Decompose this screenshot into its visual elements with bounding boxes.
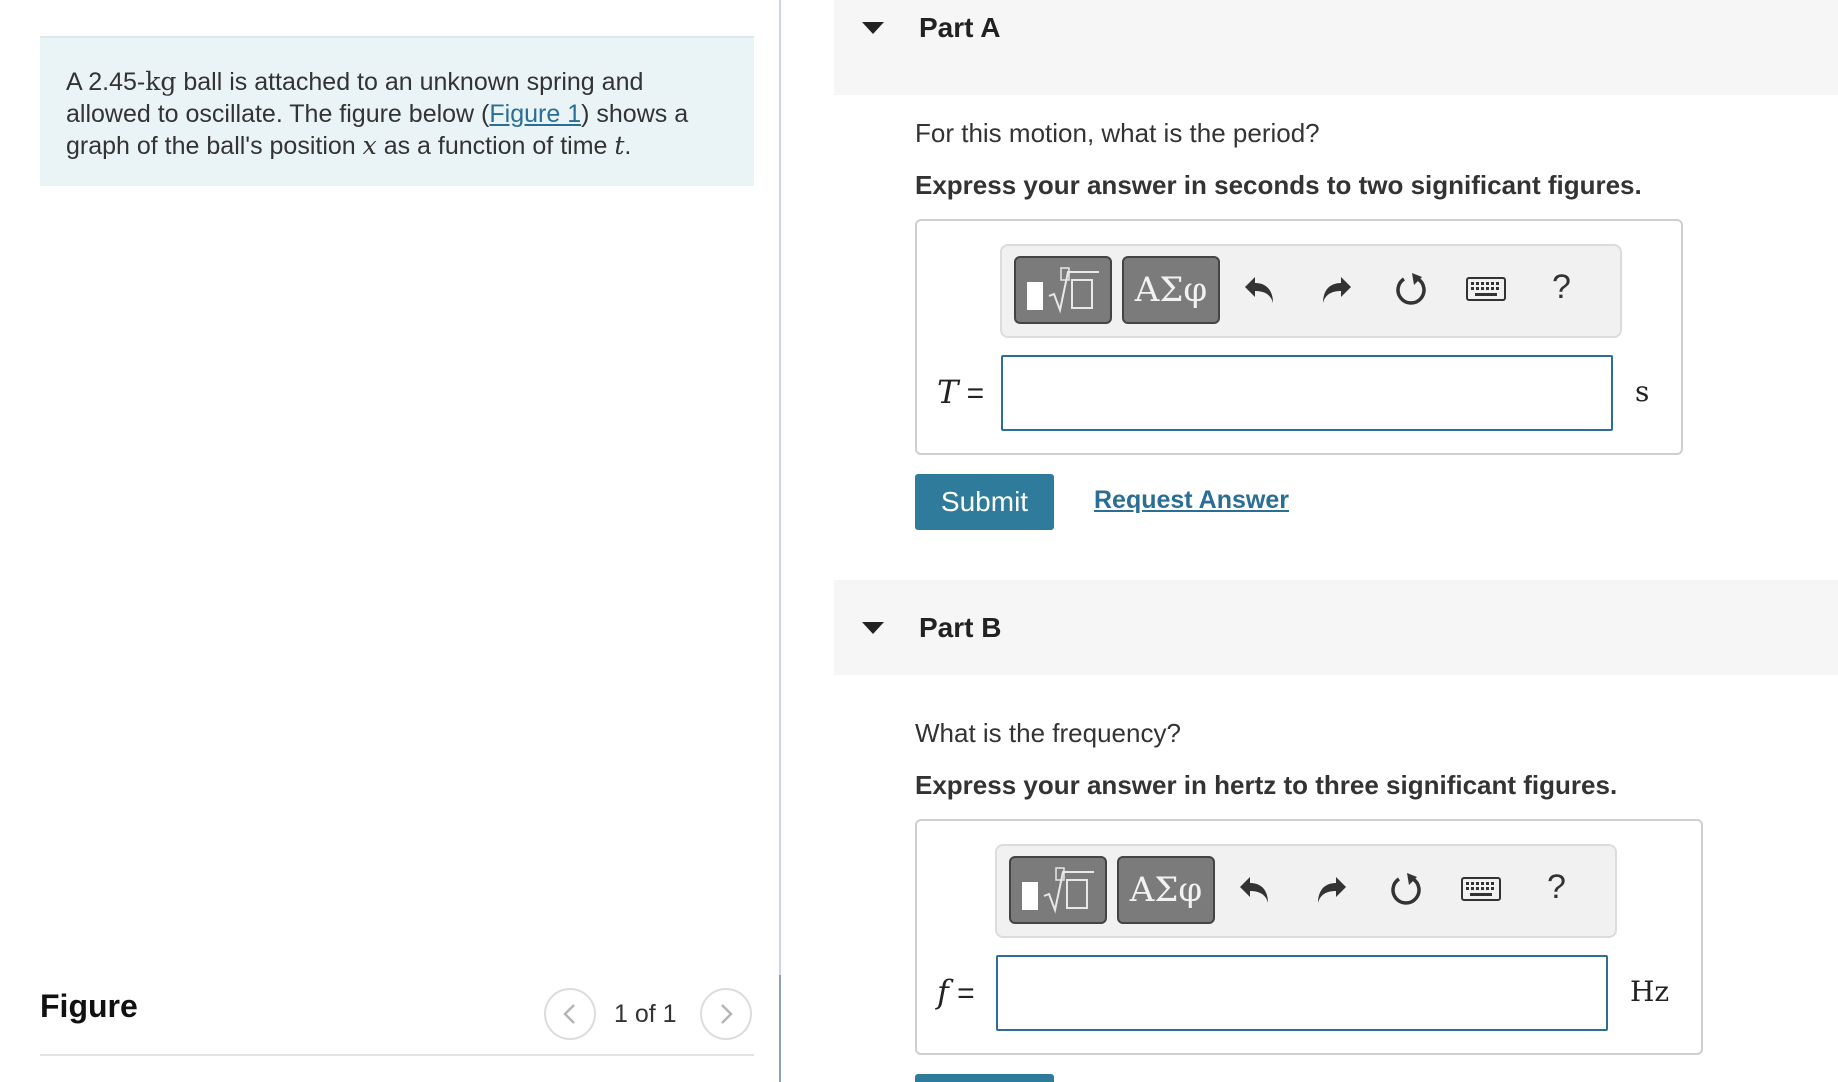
reset-button[interactable] bbox=[1391, 270, 1431, 310]
chevron-right-icon bbox=[716, 1002, 736, 1026]
greek-symbols-button[interactable] bbox=[1117, 856, 1215, 924]
caret-down-icon[interactable] bbox=[862, 22, 884, 34]
redo-icon bbox=[1314, 875, 1348, 905]
help-button[interactable]: ? bbox=[1552, 268, 1571, 306]
frequency-unit: Hz bbox=[1630, 975, 1670, 1008]
part-a-header[interactable] bbox=[834, 0, 1838, 95]
part-a-title: Part A bbox=[919, 12, 1001, 43]
templates-sqrt-icon bbox=[1023, 264, 1103, 316]
reset-icon bbox=[1387, 871, 1425, 909]
part-a-instruction: Express your answer in seconds to two significant figures. bbox=[915, 170, 1642, 200]
figure-link[interactable]: Figure 1 bbox=[489, 100, 582, 128]
equals-sign: = bbox=[948, 977, 975, 1010]
frequency-answer-input[interactable] bbox=[996, 955, 1608, 1031]
redo-icon bbox=[1319, 275, 1353, 305]
problem-text-prefix: A 2.45- bbox=[66, 68, 146, 96]
keyboard-button[interactable] bbox=[1464, 270, 1508, 310]
undo-icon bbox=[1243, 275, 1277, 305]
variable-t: t bbox=[614, 131, 625, 160]
part-b-answer-box bbox=[915, 819, 1703, 1055]
submit-button[interactable]: Submit bbox=[915, 474, 1054, 530]
part-b-submit-button[interactable] bbox=[915, 1074, 1054, 1082]
request-answer-link[interactable]: Request Answer bbox=[1094, 486, 1289, 514]
keyboard-icon bbox=[1461, 877, 1501, 903]
templates-sqrt-icon bbox=[1018, 864, 1098, 916]
greek-symbols-label: ΑΣφ bbox=[1134, 270, 1208, 310]
mass-unit: kg bbox=[145, 67, 177, 96]
part-a-variable-label bbox=[937, 373, 984, 411]
figure-pager-text: 1 of 1 bbox=[614, 1000, 677, 1028]
keyboard-button[interactable] bbox=[1459, 870, 1503, 910]
undo-button[interactable] bbox=[1235, 870, 1275, 910]
keyboard-icon bbox=[1466, 277, 1506, 303]
panel-divider-handle[interactable] bbox=[779, 975, 781, 1082]
part-a-question: For this motion, what is the period? bbox=[915, 118, 1320, 148]
problem-text-mid: as a function of time bbox=[376, 132, 615, 160]
greek-symbols-label: ΑΣφ bbox=[1129, 870, 1203, 910]
templates-button[interactable] bbox=[1009, 856, 1107, 924]
part-b-variable-label bbox=[937, 973, 975, 1011]
figure-heading: Figure bbox=[40, 988, 138, 1024]
part-b-title: Part B bbox=[919, 612, 1002, 643]
next-figure-button[interactable] bbox=[700, 988, 752, 1040]
problem-text-end: . bbox=[624, 132, 632, 160]
part-a-answer-box bbox=[915, 219, 1683, 455]
variable-x: x bbox=[362, 131, 377, 160]
period-unit: s bbox=[1635, 375, 1650, 408]
help-button[interactable]: ? bbox=[1547, 868, 1566, 906]
left-panel bbox=[0, 0, 780, 1082]
equals-sign: = bbox=[958, 377, 985, 410]
part-b-instruction: Express your answer in hertz to three significant figures. bbox=[915, 770, 1618, 800]
problem-statement bbox=[40, 36, 754, 186]
previous-figure-button[interactable] bbox=[544, 988, 596, 1040]
period-variable: T bbox=[937, 373, 959, 411]
undo-button[interactable] bbox=[1240, 270, 1280, 310]
redo-button[interactable] bbox=[1316, 270, 1356, 310]
figure-divider bbox=[40, 1054, 754, 1056]
problem-text-after-unit: ball is attached to an unknown spring and allowed to oscillate. The figure below ( bbox=[66, 68, 644, 128]
frequency-variable: f bbox=[937, 973, 949, 1011]
part-b-header[interactable] bbox=[834, 580, 1838, 675]
panel-divider[interactable] bbox=[779, 0, 781, 1082]
reset-icon bbox=[1392, 271, 1430, 309]
reset-button[interactable] bbox=[1386, 870, 1426, 910]
part-b-math-toolbar bbox=[995, 844, 1617, 938]
undo-icon bbox=[1238, 875, 1272, 905]
period-answer-input[interactable] bbox=[1001, 355, 1613, 431]
templates-button[interactable] bbox=[1014, 256, 1112, 324]
part-b-question: What is the frequency? bbox=[915, 718, 1181, 748]
redo-button[interactable] bbox=[1311, 870, 1351, 910]
part-a-math-toolbar bbox=[1000, 244, 1622, 338]
greek-symbols-button[interactable] bbox=[1122, 256, 1220, 324]
chevron-left-icon bbox=[560, 1002, 580, 1026]
caret-down-icon[interactable] bbox=[862, 622, 884, 634]
problem-text-after-link: ) shows a graph of the ball's position bbox=[66, 100, 689, 160]
